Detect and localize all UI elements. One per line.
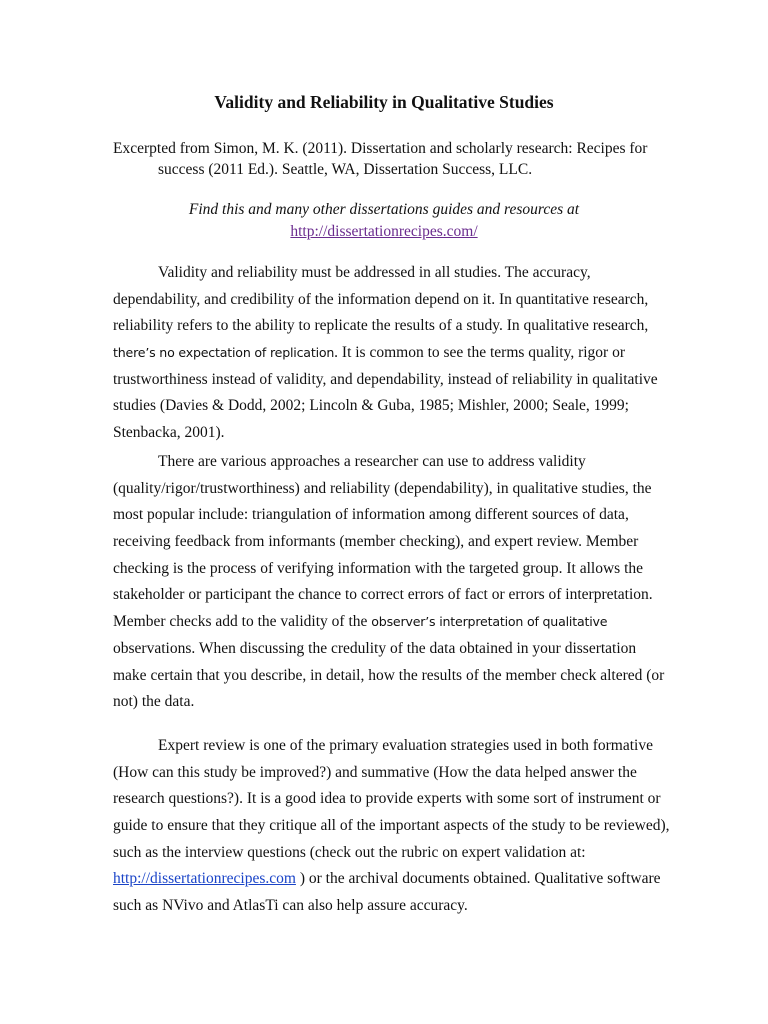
p3-line: such as the interview questions (check out the rubric on expert validation at: (113, 843, 586, 861)
p2-line: receiving feedback from informants (member checking), and expert review. Member (113, 533, 639, 551)
p3-line-rest: ) or the archival documents obtained. Qualitative software (295, 870, 661, 888)
p2-line: checking is the process of verifying information with the targeted group. It allows the (113, 559, 644, 577)
promo-text: Find this and many other dissertations guides and resources at (188, 201, 580, 218)
citation (113, 138, 653, 180)
p1-sans-phrase: there’s no expectation of replication (113, 345, 335, 361)
p3-line: research questions?). It is a good idea to provide experts with some sort of instrument or (113, 790, 661, 808)
p2-line: There are various approaches a researcher can use to address validity (158, 453, 586, 470)
p2-line: (quality/rigor/trustworthiness) and reliability (dependability), in qualitative studies, the (113, 479, 652, 497)
paragraph-2 (113, 449, 665, 716)
paragraph-3 (113, 733, 670, 920)
paragraph-1 (113, 260, 658, 447)
citation-line-1: Excerpted from Simon, M. K. (2011). Dissertation and scholarly research: Recipes for (113, 140, 648, 157)
p1-line: trustworthiness instead of validity, and dependability, instead of reliability in qualitative (113, 370, 658, 388)
p2-line: not) the data. (113, 693, 195, 711)
p1-line: reliability refers to the ability to replicate the results of a study. In qualitative research, (113, 317, 649, 335)
p2-line: observations. When discussing the credulity of the data obtained in your dissertation (113, 639, 637, 657)
p1-line (113, 340, 658, 367)
p3-line (113, 866, 661, 893)
document-title: Validity and Reliability in Qualitative Studies (214, 92, 554, 112)
promo-link[interactable]: http://dissertationrecipes.com/ (290, 223, 478, 240)
p2-line-start: Member checks add to the validity of the (113, 613, 372, 631)
p1-line: Validity and reliability must be addressed in all studies. The accuracy, (158, 264, 591, 281)
p2-line: stakeholder or participant the chance to correct errors of fact or errors of interpretation. (113, 586, 653, 604)
p1-line: studies (Davies & Dodd, 2002; Lincoln & Guba, 1985; Mishler, 2000; Seale, 1999; (113, 397, 629, 415)
promo-link-wrapper (0, 220, 768, 244)
p3-line: guide to ensure that they critique all of the important aspects of the study to be reviewed), (113, 817, 670, 835)
p2-line: most popular include: triangulation of information among different sources of data, (113, 506, 629, 524)
p1-line: Stenbacka, 2001). (113, 424, 225, 442)
p1-line: dependability, and credibility of the information depend on it. In quantitative research, (113, 290, 649, 308)
p3-line: Expert review is one of the primary evaluation strategies used in both formative (158, 737, 653, 754)
rubric-link[interactable]: http://dissertationrecipes.com (113, 870, 296, 888)
citation-line-2: success (2011 Ed.). Seattle, WA, Dissertation Success, LLC. (158, 161, 533, 178)
p2-line: make certain that you describe, in detail, how the results of the member check altered (or (113, 666, 665, 684)
p2-sans-phrase: observer’s interpretation of qualitative (371, 614, 608, 630)
p1-line-rest: . It is common to see the terms quality, rigor or (334, 344, 626, 362)
p3-line: (How can this study be improved?) and summative (How the data helped answer the (113, 763, 637, 781)
p2-line (113, 609, 658, 636)
p3-line: such as NVivo and AtlasTi can also help assure accuracy. (113, 897, 468, 915)
